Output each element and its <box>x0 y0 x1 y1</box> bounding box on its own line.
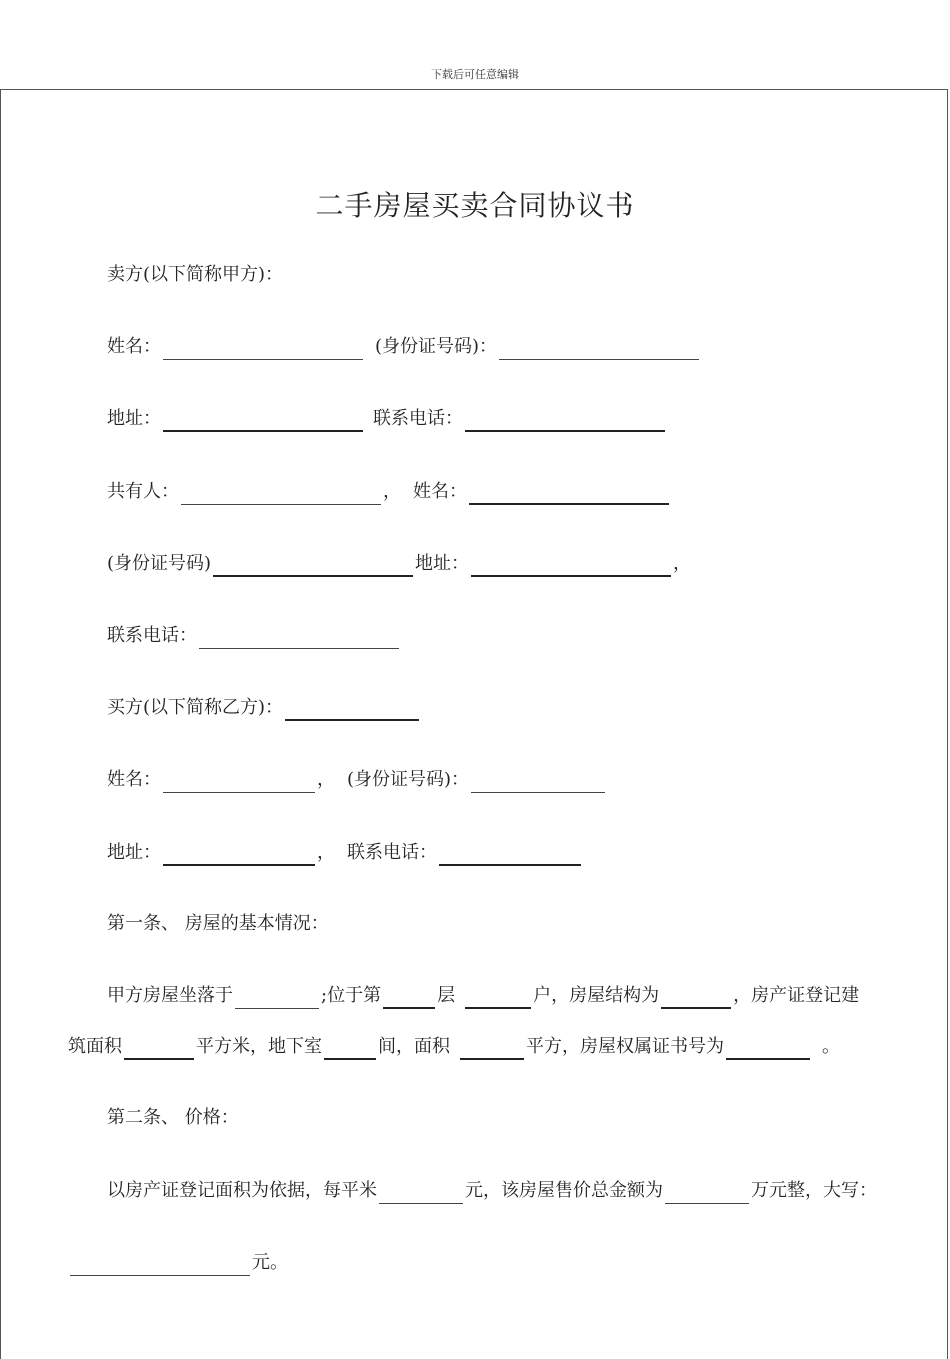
article1-line1 <box>107 983 859 1009</box>
article2-heading-text: 第二条、 价格： <box>107 1107 239 1128</box>
buyer-heading-row <box>107 695 421 721</box>
coowner-sep: ， <box>383 481 401 502</box>
coowner-label: 共有人： <box>107 481 179 502</box>
coowner-id-row <box>107 551 691 577</box>
article1-p9: 平方，房屋权属证书号为 <box>526 1036 724 1057</box>
article1-p3: 层 <box>437 985 456 1006</box>
buyer-name-row <box>107 767 607 793</box>
buyer-id-blank[interactable] <box>471 772 605 793</box>
seller-name-label: 姓名： <box>107 336 161 357</box>
coowner-name-label: 姓名： <box>413 481 467 502</box>
coowner-address-blank[interactable] <box>471 555 671 577</box>
structure-blank[interactable] <box>661 987 731 1009</box>
coowner-address-end: ， <box>673 553 692 574</box>
buyer-name-blank[interactable] <box>163 772 315 793</box>
unit-blank[interactable] <box>465 987 531 1009</box>
coowner-phone-row <box>107 623 401 649</box>
article1-p5: ，房产证登记建 <box>733 985 860 1006</box>
buyer-name-label: 姓名： <box>107 769 161 790</box>
coowner-address-label: 地址： <box>415 553 470 574</box>
document-title: 二手房屋买卖合同协议书 <box>315 189 635 222</box>
article1-line2 <box>68 1034 840 1060</box>
buyer-name-sep: ， <box>317 769 335 790</box>
total-price-words-blank[interactable] <box>70 1255 250 1276</box>
article1-p2: ;位于第 <box>321 985 382 1006</box>
coowner-id-label: (身份证号码) <box>107 553 212 574</box>
price-per-sqm-blank[interactable] <box>379 1183 463 1204</box>
article1-p8: 间，面积 <box>378 1036 450 1057</box>
seller-heading-text: 卖方(以下简称甲方)： <box>107 264 284 285</box>
article1-p4: 户，房屋结构为 <box>533 985 660 1006</box>
seller-heading <box>107 262 283 288</box>
coowner-phone-label: 联系电话： <box>107 625 197 646</box>
article2-line2 <box>68 1250 288 1276</box>
buyer-address-label: 地址： <box>107 842 161 863</box>
buyer-id-label: (身份证号码)： <box>347 769 470 790</box>
coowner-blank[interactable] <box>181 484 381 505</box>
article2-line1 <box>107 1178 877 1204</box>
floor-blank[interactable] <box>383 987 435 1009</box>
article2-p1: 以房产证登记面积为依据，每平米 <box>107 1180 377 1201</box>
location-blank[interactable] <box>235 988 319 1009</box>
buyer-phone-label: 联系电话： <box>347 842 437 863</box>
buyer-heading: 买方(以下简称乙方)： <box>107 697 284 718</box>
article1-p10: 。 <box>822 1036 840 1057</box>
seller-name-row <box>107 334 701 360</box>
article1-heading-text: 第一条、 房屋的基本情况： <box>107 913 329 934</box>
buyer-address-blank[interactable] <box>163 844 315 866</box>
seller-name-blank[interactable] <box>163 339 363 360</box>
basement-area-blank[interactable] <box>460 1038 524 1060</box>
buyer-phone-blank[interactable] <box>439 844 581 866</box>
total-price-blank[interactable] <box>665 1183 749 1204</box>
article1-p7: 平方米，地下室 <box>196 1036 322 1057</box>
seller-address-row <box>107 406 667 432</box>
article2-p4: 元。 <box>252 1252 288 1273</box>
seller-address-label: 地址： <box>107 408 161 429</box>
buyer-heading-blank[interactable] <box>285 699 419 721</box>
article2-p3: 万元整，大写： <box>751 1180 877 1201</box>
coowner-id-blank[interactable] <box>213 555 413 577</box>
coowner-phone-blank[interactable] <box>199 628 399 649</box>
article1-heading <box>107 911 329 937</box>
coowner-name-blank[interactable] <box>469 483 669 505</box>
seller-phone-blank[interactable] <box>465 410 665 432</box>
article1-p6: 筑面积 <box>68 1036 122 1057</box>
seller-id-label: (身份证号码)： <box>375 336 498 357</box>
buyer-address-row <box>107 840 583 866</box>
seller-phone-label: 联系电话： <box>373 408 463 429</box>
header-note: 下载后可任意编辑 <box>431 68 519 81</box>
buyer-address-sep: ， <box>317 842 335 863</box>
seller-address-blank[interactable] <box>163 410 363 432</box>
article2-p2: 元，该房屋售价总金额为 <box>465 1180 663 1201</box>
article2-heading <box>107 1105 239 1131</box>
basement-rooms-blank[interactable] <box>324 1038 376 1060</box>
area-blank[interactable] <box>124 1038 194 1060</box>
coowner-row <box>107 479 671 505</box>
article1-p1: 甲方房屋坐落于 <box>107 985 233 1006</box>
certificate-no-blank[interactable] <box>726 1038 810 1060</box>
seller-id-blank[interactable] <box>499 339 699 360</box>
